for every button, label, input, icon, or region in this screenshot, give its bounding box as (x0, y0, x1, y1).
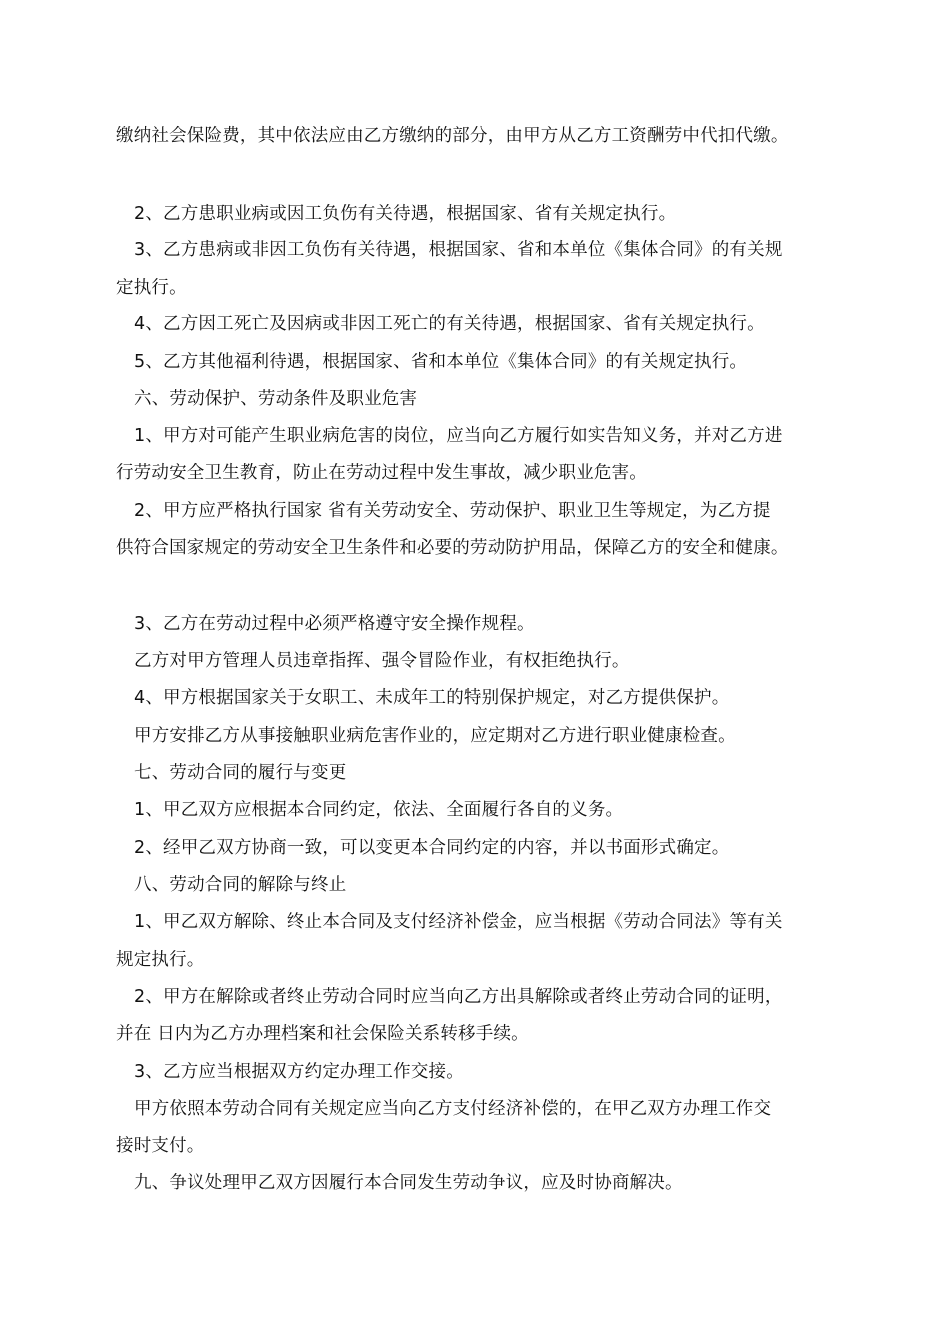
paragraph-line: 行劳动安全卫生教育，防止在劳动过程中发生事故，减少职业危害。 (116, 463, 647, 483)
paragraph-line: 甲方安排乙方从事接触职业病危害作业的，应定期对乙方进行职业健康检查。 (134, 726, 736, 746)
paragraph-line: 3、乙方患病或非因工负伤有关待遇，根据国家、省和本单位《集体合同》的有关规 (134, 240, 783, 260)
paragraph-line: 供符合国家规定的劳动安全卫生条件和必要的劳动防护用品，保障乙方的安全和健康。 (116, 538, 789, 558)
paragraph-line: 5、乙方其他福利待遇，根据国家、省和本单位《集体合同》的有关规定执行。 (134, 352, 748, 372)
paragraph-line: 2、甲方应严格执行国家 省有关劳动安全、劳动保护、职业卫生等规定，为乙方提 (134, 501, 771, 521)
paragraph-line: 乙方对甲方管理人员违章指挥、强令冒险作业，有权拒绝执行。 (134, 651, 630, 671)
paragraph-line: 甲方依照本劳动合同有关规定应当向乙方支付经济补偿的，在甲乙双方办理工作交 (134, 1099, 772, 1119)
section-heading: 九、争议处理甲乙双方因履行本合同发生劳动争议，应及时协商解决。 (134, 1173, 683, 1193)
paragraph-line: 2、经甲乙双方协商一致，可以变更本合同约定的内容，并以书面形式确定。 (134, 838, 730, 858)
paragraph-line: 3、乙方在劳动过程中必须严格遵守安全操作规程。 (134, 614, 535, 634)
paragraph-line: 2、甲方在解除或者终止劳动合同时应当向乙方出具解除或者终止劳动合同的证明， (134, 987, 783, 1007)
paragraph-line: 2、乙方患职业病或因工负伤有关待遇，根据国家、省有关规定执行。 (134, 204, 677, 224)
paragraph-line: 接时支付。 (116, 1136, 205, 1156)
paragraph-line: 规定执行。 (116, 950, 205, 970)
section-heading: 八、劳动合同的解除与终止 (134, 875, 347, 895)
paragraph-line: 并在 日内为乙方办理档案和社会保险关系转移手续。 (116, 1024, 529, 1044)
paragraph-line: 缴纳社会保险费，其中依法应由乙方缴纳的部分，由甲方从乙方工资酬劳中代扣代缴。 (116, 126, 789, 146)
paragraph-line: 3、乙方应当根据双方约定办理工作交接。 (134, 1062, 464, 1082)
paragraph-line: 1、甲乙双方应根据本合同约定，依法、全面履行各自的义务。 (134, 800, 624, 820)
paragraph-line: 4、乙方因工死亡及因病或非因工死亡的有关待遇，根据国家、省有关规定执行。 (134, 314, 765, 334)
paragraph-line: 1、甲乙双方解除、终止本合同及支付经济补偿金，应当根据《劳动合同法》等有关 (134, 912, 783, 932)
paragraph-line: 定执行。 (116, 278, 187, 298)
paragraph-line: 1、甲方对可能产生职业病危害的岗位，应当向乙方履行如实告知义务，并对乙方进 (134, 426, 783, 446)
section-heading: 七、劳动合同的履行与变更 (134, 763, 347, 783)
paragraph-line: 4、甲方根据国家关于女职工、未成年工的特别保护规定，对乙方提供保护。 (134, 688, 730, 708)
section-heading: 六、劳动保护、劳动条件及职业危害 (134, 389, 418, 409)
